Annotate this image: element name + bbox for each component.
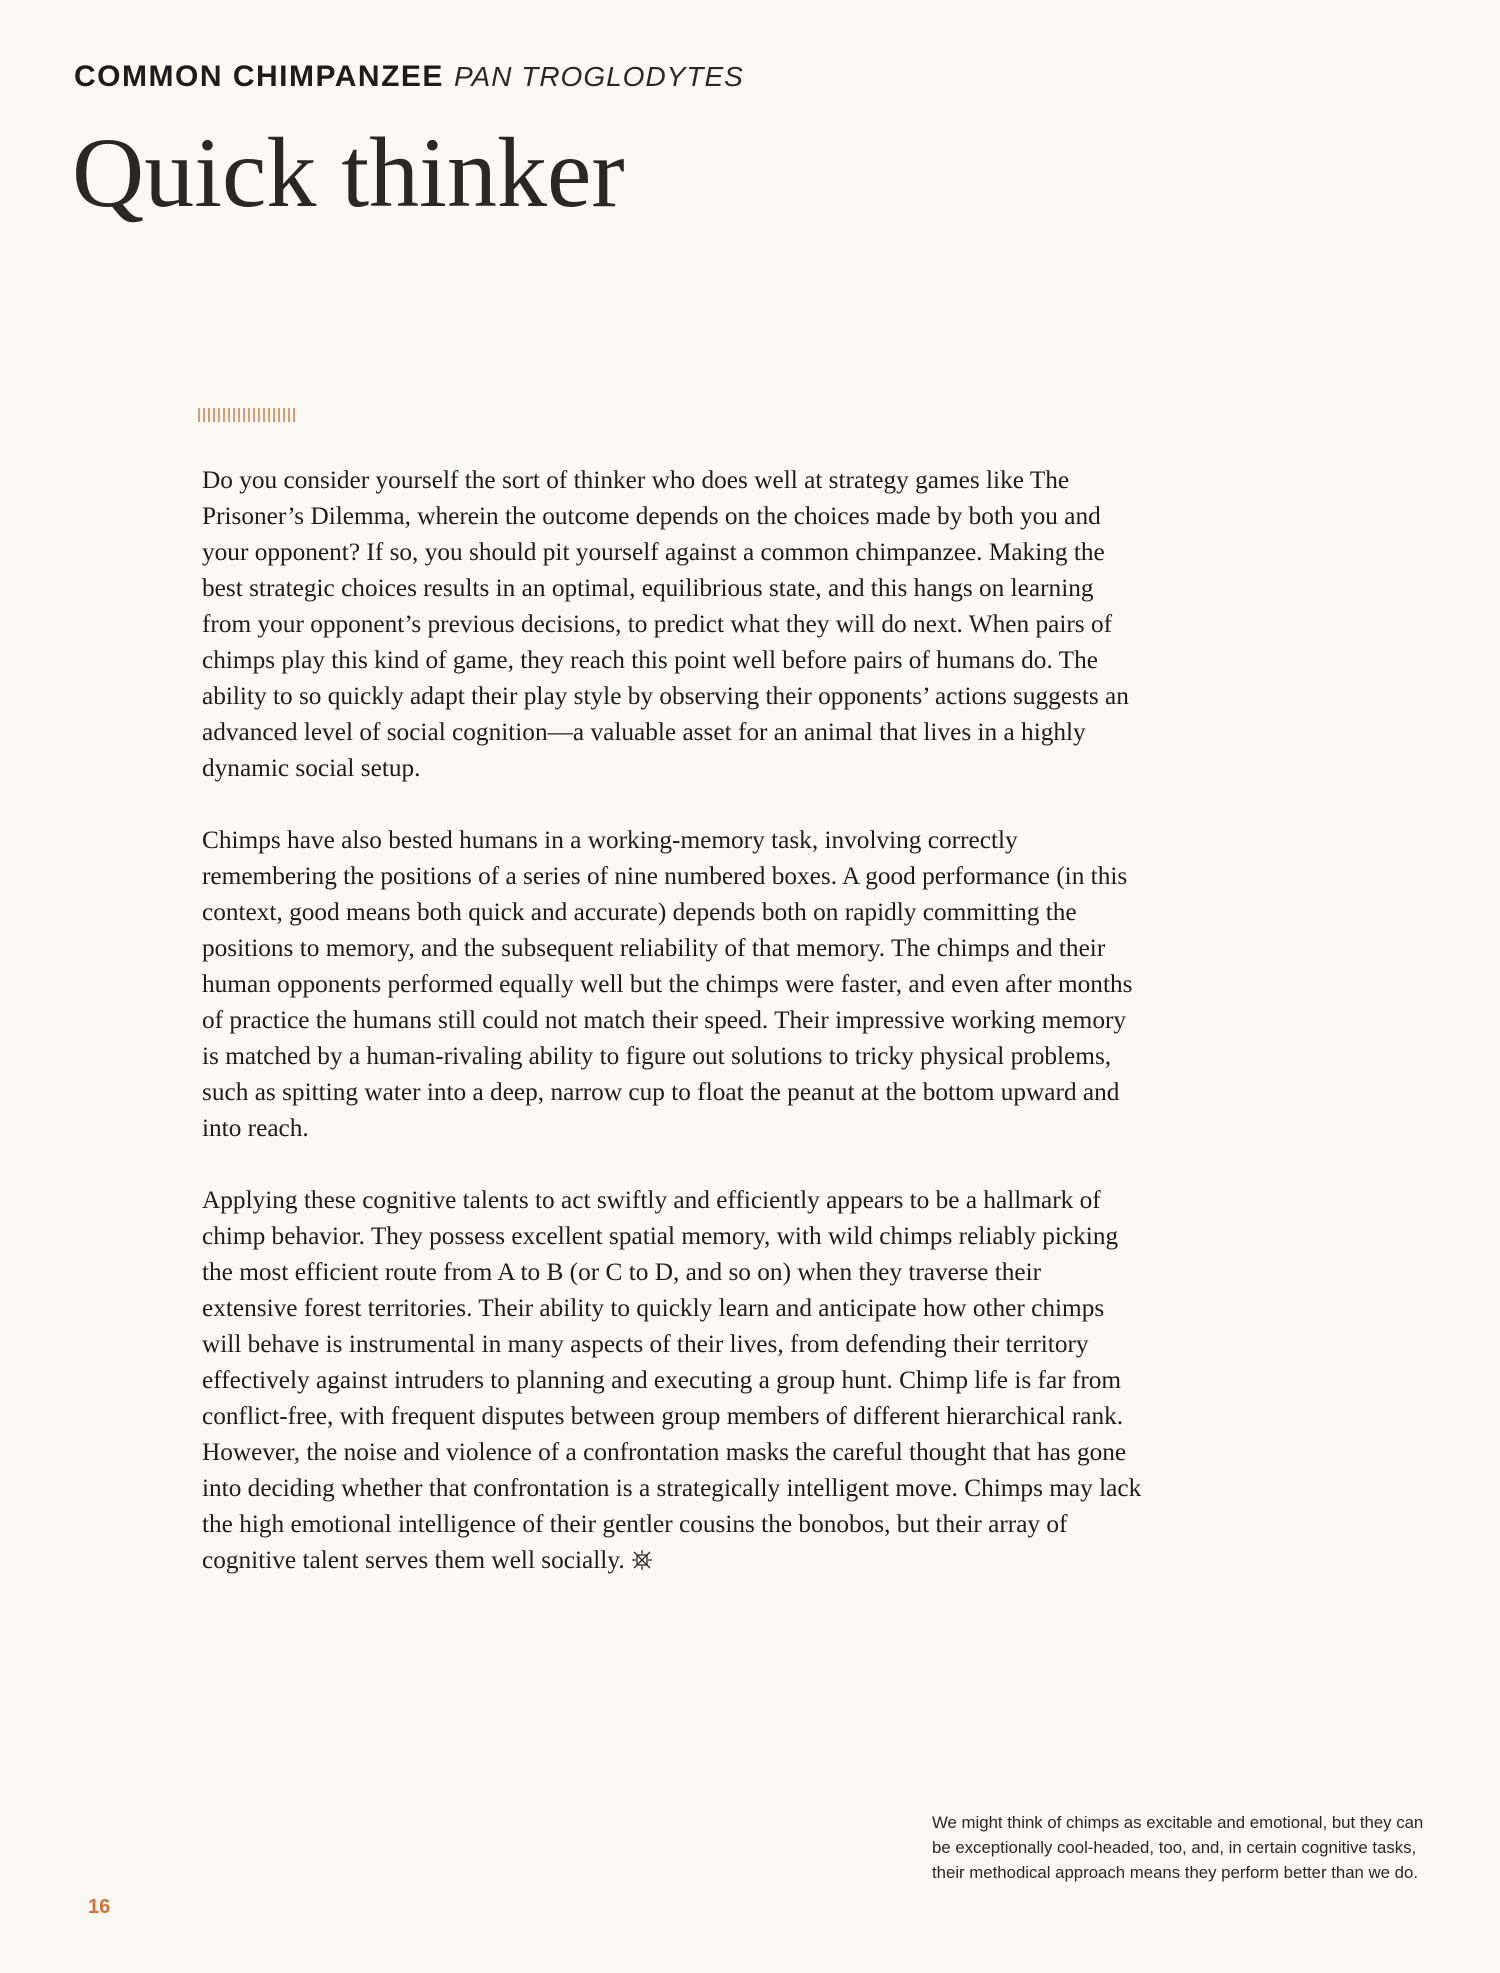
species-latin-name: PAN TROGLODYTES: [453, 61, 744, 92]
body-paragraph-3: [202, 1182, 1142, 1578]
species-common-name: COMMON CHIMPANZEE: [74, 60, 444, 93]
body-paragraph-1: Do you consider yourself the sort of thinker who does well at strategy games like The Prisoner’s Dilemma, wherein the outcome depends on the choices made by both you and your opponent? If so, you should pit yourself against a common chimpanzee. Making the best strategic choices results in an optimal, equilibrious state, and this hangs on learning from your opponent’s previous decisions, to predict what they will do next. When pairs of chimps play this kind of game, they reach this point well before pairs of humans do. The ability to so quickly adapt their play style by observing their opponents’ actions suggests an advanced level of social cognition—a valuable asset for an animal that lives in a highly dynamic social setup.: [202, 466, 1129, 782]
body-paragraph-3-text: Applying these cognitive talents to act swiftly and efficiently appears to be a hallmark of chimp behavior. They possess excellent spatial memory, with wild chimps reliably picking the most efficient route from A to B (or C to D, and so on) when they traverse their extensive forest territories. Their ability to quickly learn and anticipate how other chimps will behave is instrumental in many aspects of their lives, from defending their territory effectively against intruders to planning and executing a group hunt. Chimp life is far from conflict-free, with frequent disputes between group members of different hierarchical rank. However, the noise and violence of a confrontation masks the careful thought that has gone into deciding whether that confrontation is a strategically intelligent move. Chimps may lack the high emotional intelligence of their gentler cousins the bonobos, but their array of cognitive talent serves them well socially.: [202, 1186, 1142, 1574]
article-body: [202, 462, 1142, 1614]
section-rule-decoration: [198, 408, 296, 422]
page-title: Quick thinker: [72, 117, 625, 228]
image-caption: We might think of chimps as excitable and emotional, but they can be exceptionally cool-headed, too, and, in certain cognitive tasks, their methodical approach means they perform better than we do.: [932, 1813, 1424, 1882]
body-paragraph-2: Chimps have also bested humans in a working-memory task, involving correctly remembering the positions of a series of nine numbered boxes. A good performance (in this context, good means both quick and accurate) depends both on rapidly committing the positions to memory, and the subsequent reliability of that memory. The chimps and their human opponents performed equally well but the chimps were faster, and even after months of practice the humans still could not match their speed. Their impressive working memory is matched by a human-rivaling ability to figure out solutions to tricky physical problems, such as spitting water into a deep, narrow cup to float the peanut at the bottom upward and into reach.: [202, 826, 1133, 1142]
end-mark-icon: [631, 1549, 653, 1571]
page-number: 16: [88, 1896, 111, 1918]
article-header: [74, 60, 744, 94]
